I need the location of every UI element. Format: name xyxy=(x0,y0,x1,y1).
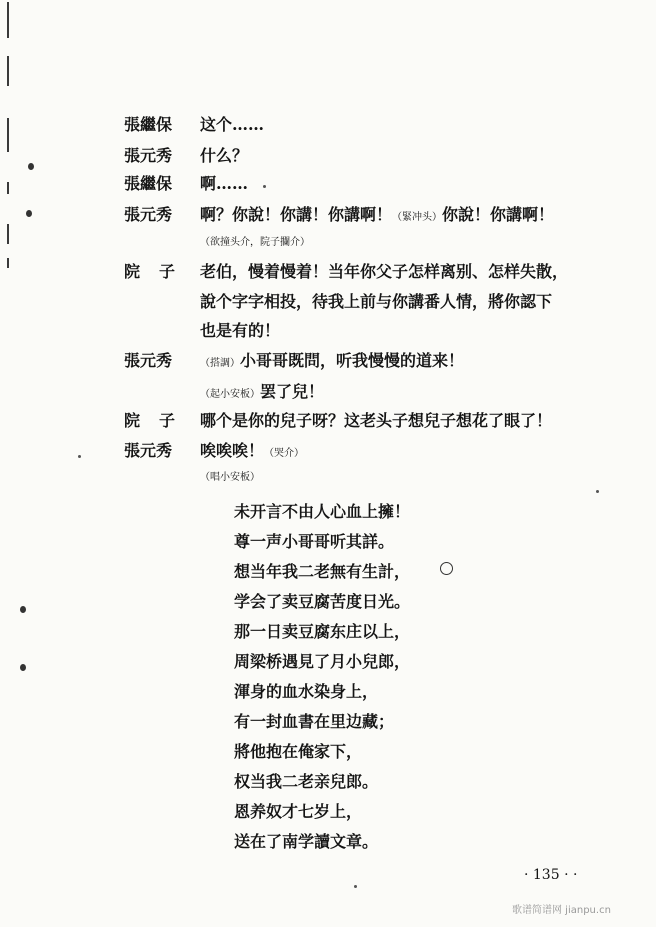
stage-direction: （唱小安板） xyxy=(200,472,260,483)
speaker-name: 院子 xyxy=(124,262,195,281)
dialogue-line: 說个字字相投，待我上前与你講番人情，將你認下 xyxy=(200,292,553,311)
speaker-name: 張繼保 xyxy=(124,115,173,134)
page-number: · 135 · · xyxy=(524,867,578,883)
binding-line xyxy=(7,2,9,38)
speaker-name: 張繼保 xyxy=(124,174,173,193)
dialogue-line: 什么？ xyxy=(200,146,249,165)
verse-line: 那一日卖豆腐东庄以上， xyxy=(234,622,411,641)
dialogue-row xyxy=(0,205,656,235)
punch-hole-mark xyxy=(20,664,26,671)
stage-direction: （搭調） xyxy=(200,358,240,369)
ink-speck xyxy=(354,885,357,888)
punch-hole-mark xyxy=(20,606,26,613)
verse-line: 周梁桥遇見了月小兒郎， xyxy=(234,652,411,671)
dialogue-row xyxy=(0,146,656,176)
dialogue-line: 也是有的！ xyxy=(200,321,281,340)
dialogue-text: 唉唉唉！ xyxy=(200,441,265,460)
speaker-name: 張元秀 xyxy=(124,351,173,370)
site-watermark: 歌谱简谱网 jianpu.cn xyxy=(512,905,611,916)
speaker-name: 張元秀 xyxy=(124,146,173,165)
dialogue-row xyxy=(0,351,656,381)
dialogue-line xyxy=(200,205,554,228)
annotation-circle-mark xyxy=(440,562,453,575)
verse-line: 將他抱在俺家下， xyxy=(234,742,363,761)
dialogue-line xyxy=(200,441,304,464)
dialogue-text: 啊？你說！你講！你講啊！ xyxy=(200,205,393,224)
dialogue-text: 小哥哥既問，听我慢慢的道来！ xyxy=(240,351,465,370)
dialogue-line xyxy=(200,351,464,374)
verse-line: 有一封血書在里边藏； xyxy=(234,712,395,731)
dialogue-line xyxy=(200,382,324,405)
stage-direction: （起小安板） xyxy=(200,389,260,400)
speaker-name: 張元秀 xyxy=(124,205,173,224)
speaker-name: 張元秀 xyxy=(124,441,173,460)
verse-line: 恩养奴才七岁上， xyxy=(234,802,363,821)
verse-line: 尊一声小哥哥听其詳。 xyxy=(234,532,395,551)
stage-direction: （緊冲头） xyxy=(392,212,443,223)
dialogue-row xyxy=(0,115,656,145)
dialogue-line: 这个…… xyxy=(200,115,265,134)
speaker-name: 院子 xyxy=(124,411,195,430)
stage-direction: （哭介） xyxy=(264,448,305,459)
verse-line: 权当我二老亲兒郎。 xyxy=(234,772,379,791)
dialogue-line: 啊…… xyxy=(200,174,249,193)
dialogue-text: 罢了兒！ xyxy=(260,382,325,401)
dialogue-row xyxy=(0,441,656,471)
dialogue-row xyxy=(0,382,656,412)
ink-speck xyxy=(596,490,599,493)
dialogue-line: 哪个是你的兒子呀？这老头子想兒子想花了眼了！ xyxy=(200,411,553,430)
verse-line: 学会了卖豆腐苦度日光。 xyxy=(234,592,411,611)
dialogue-row xyxy=(0,262,656,348)
dialogue-row xyxy=(0,174,656,204)
dialogue-line: 老伯，慢着慢着！当年你父子怎样离别、怎样失散， xyxy=(200,262,569,281)
stage-direction: （欲撞头介，院子攔介） xyxy=(200,237,310,248)
dialogue-text: 你說！你講啊！ xyxy=(442,205,555,224)
verse-line: 想当年我二老無有生計， xyxy=(234,562,411,581)
verse-line: 渾身的血水染身上， xyxy=(234,682,379,701)
verse-line: 未开言不由人心血上擁！ xyxy=(234,502,411,521)
dialogue-row xyxy=(0,411,656,441)
binding-line xyxy=(7,56,9,86)
verse-line: 送在了南学讀文章。 xyxy=(234,832,379,851)
